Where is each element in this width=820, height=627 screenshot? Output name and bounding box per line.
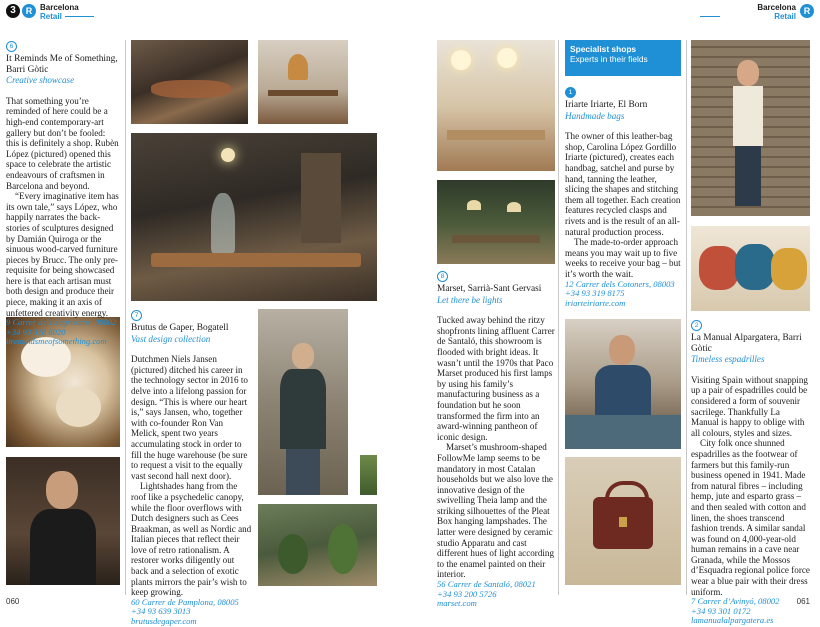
entry-title: It Reminds Me of Something, Barri Gòtic (6, 54, 118, 75)
photo-espadrille-shelves (691, 40, 810, 216)
photo-showroom-table (131, 40, 248, 124)
entry-subtitle: Timeless espadrilles (691, 354, 765, 365)
entry-paragraph: Tucked away behind the ritzy shopfronts lining affluent Carrer de Santaló, this showroom is flooded with bright ideas. It wasn’t until the 1970s that Paco Marset produced his first lamps by using his family’s manufacturing business as a foundation but he soon transformed the firm into an award-winning pantheon of iconic design. (437, 315, 555, 442)
entry-8 (437, 270, 555, 609)
entry-paragraph: The made-to-order approach means you may wait up to five weeks to receive your bag – but it’s worth the wait. (565, 237, 681, 279)
entry-number-badge: 8 (437, 271, 448, 282)
photo-portrait-jansen (258, 309, 348, 495)
photo-gallery-interior (131, 133, 377, 301)
entry-number-badge: 2 (691, 320, 702, 331)
entry-title: Marset, Sarrià-Sant Gervasi (437, 284, 542, 294)
column-rule (125, 40, 126, 595)
column-rule (558, 40, 559, 595)
entry-phone: +34 93 318 6020 (6, 326, 66, 337)
entry-number-badge: 1 (565, 87, 576, 98)
column-rule (686, 40, 687, 595)
entry-subtitle: Creative showcase (6, 75, 75, 86)
entry-paragraph: The owner of this leather-bag shop, Carolina López Gordillo Iriarte (pictured), creates each handbag, satchel and purse by hand, tanning the leather, slicing the shapes and stitching them all together. Each creation features recycled clasps and rivets and is the result of an all-natural production process. (565, 131, 681, 237)
photo-portrait-iriarte (565, 319, 681, 449)
entry-website-link[interactable]: marset.com (437, 598, 477, 609)
photo-marset-showroom (437, 40, 555, 171)
photo-leather-bag (565, 457, 681, 585)
entry-website-link[interactable]: iriarteiriarte.com (565, 297, 626, 308)
entry-paragraph: Visiting Spain without snapping up a pair of espadrilles could be considered a form of souvenir sacrilege. Thankfully La Manual is happy to oblige with all colours, styles and sizes. (691, 374, 808, 438)
entry-paragraph: That something you’re reminded of here could be a high-end contemporary-art gallery but don’t be fooled: this is definitely a shop. Rubèn López (pictured) opened this space to celebrate the artistic endeavours of craftsmen in Barcelona and beyond. (6, 95, 119, 191)
photo-espadrilles (691, 226, 810, 311)
entry-title: Iriarte Iriarte, El Born (565, 100, 648, 110)
entry-subtitle: Vast design collection (131, 333, 211, 344)
specialist-shops-box (565, 40, 681, 76)
header-right (700, 4, 814, 24)
entry-number-badge: 6 (6, 41, 17, 52)
entry-address: 12 Carrer dels Cotoners, 08003 (565, 278, 675, 289)
entry-website-link[interactable]: lamanualalpargatera.es (691, 615, 774, 626)
box-title: Specialist shops (570, 44, 637, 54)
header-rule (700, 16, 720, 17)
photo-plants-warehouse (258, 504, 377, 586)
header-city: Barcelona (757, 3, 796, 12)
entry-title: Brutus de Gaper, Bogatell (131, 323, 229, 333)
entry-website-link[interactable]: brutusdegaper.com (131, 616, 197, 627)
entry-paragraph: Marset’s mushroom-shaped FollowMe lamp seems to be mandatory in most Catalan households but we also love the innovative design of the swivelling Theia lamp and the striking silhouettes of the Pleat Box hanging lampshades. The latter were designed by ceramic studio Apparatu and cast different hues of light according to the enamel painted on their interior. (437, 442, 555, 580)
header-rule (65, 16, 94, 17)
header-left (6, 4, 126, 24)
entry-paragraph: City folk once shunned espadrilles as the footwear of farmers but this family-run business opened in 1941. Made from natural fibres – including hemp, jute and esparto grass – and then sealed with cotton and linen, the shoes transcend fashion trends. A similar sandal was found on 4,000-year-old human remains in a cave near Granada, while the Mossos d’Esquadra regional police force wear a blue pair with their dress uniform. (691, 438, 810, 597)
entry-paragraph: “Every imaginative item has its own tale,” says López, who happily narrates the back-stories of sculptures designed by Damián Quiroga or the sinuous wood-carved furniture pieces by Brucc. The only pre-requisite for being showcased here is that each artisan must both design and produce their piece, making it an axis of unfettered creativity energy. (6, 191, 119, 318)
page-number-left: 060 (6, 597, 20, 606)
entry-address: 60 Carrer de Pamplona, 08005 (131, 596, 239, 607)
retail-badge-icon: R (800, 4, 814, 18)
entry-1 (565, 86, 681, 308)
entry-website-link[interactable]: itremindsmeofsomething.com (6, 336, 107, 347)
header-city: Barcelona (40, 3, 79, 12)
entry-address: 56 Carrer de Santaló, 08021 (437, 579, 536, 590)
entry-title: La Manual Alpargatera, Barri Gòtic (691, 333, 802, 354)
retail-badge-icon: R (22, 4, 36, 18)
entry-subtitle: Let there be lights (437, 294, 503, 305)
box-subtitle: Experts in their fields (570, 54, 648, 64)
photo-plant-edge (360, 455, 377, 495)
entry-paragraph: Dutchmen Niels Jansen (pictured) ditched his career in the technology sector in 2016 to delve into a lifelong passion for design. “This is where our heart is,” says Jansen, who, together with co-founder Ron Van Melick, spent two years accumulating stock in order to fill the huge warehouse (be sure to request a visit to the equally vast second hall next door). (131, 354, 248, 481)
chapter-number: 3 (6, 4, 20, 18)
entry-paragraph: Lightshades hang from the roof like a psychedelic canopy, while the floor overflows with Dutch designers such as Cees Braakman, as well as Nordic and Italian pieces that reflect their love of retro rationalism. A restorer works diligently out back and a selection of exotic plants mirrors the pair’s wish to keep growing. (131, 481, 252, 598)
photo-marset-garden (437, 180, 555, 264)
entry-subtitle: Handmade bags (565, 110, 625, 121)
page-number-right: 061 (796, 597, 810, 606)
entry-number-badge: 7 (131, 310, 142, 321)
entry-phone: +34 93 200 5726 (437, 588, 497, 599)
entry-phone: +34 93 301 0172 (691, 605, 751, 616)
photo-portrait-lopez (6, 457, 120, 585)
entry-address: 9 Carrer dels Sagristans, 08002 (6, 317, 117, 328)
entry-phone: +34 93 639 3013 (131, 606, 191, 617)
entry-6 (6, 40, 120, 347)
entry-address: 7 Carrer d’Avinyó, 08002 (691, 596, 780, 607)
entry-7 (131, 309, 252, 627)
header-section: Retail (40, 12, 62, 21)
header-section: Retail (774, 12, 796, 21)
entry-phone: +34 93 319 8175 (565, 288, 625, 299)
entry-2 (691, 319, 810, 626)
photo-lamp-shelf (258, 40, 348, 124)
